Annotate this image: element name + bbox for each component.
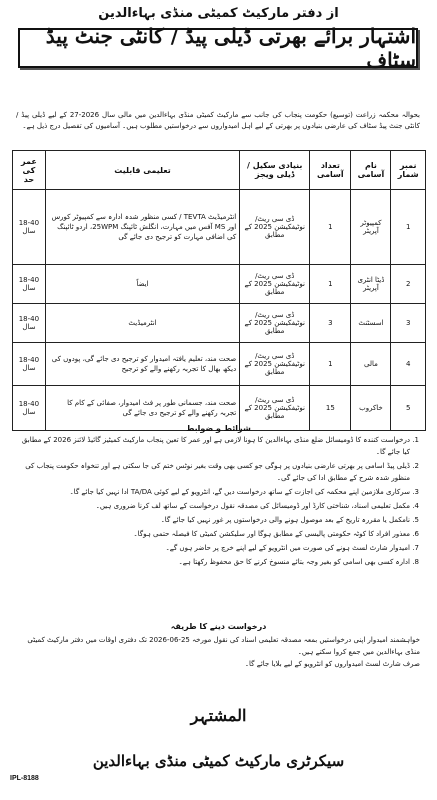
cell-post: اسسٹنٹ [351, 304, 391, 343]
cell-scale: ڈی سی ریٹ/ نوٹیفکیشن 2025 کے مطابق [240, 343, 310, 386]
cell-count: 1 [310, 190, 351, 265]
cell-serial: 1 [391, 190, 426, 265]
table-header-row [13, 151, 426, 190]
term-item: 3. سرکاری ملازمین اپنے محکمہ کی اجازت کے ساتھ درخواست دیں گے، انٹرویو کے لیے کوئی TA/DA ادا نہیں کیا جائے گا۔ [14, 486, 410, 498]
advertiser-label: المشتہر [190, 706, 247, 725]
ipl-number: IPL-8188 [10, 775, 39, 782]
cell-serial: 2 [391, 265, 426, 304]
term-item: 2. ڈیلی پیڈ اسامی پر بھرتی عارضی بنیادوں پر ہوگی جو کسی بھی وقت بغیر نوٹس ختم کی جا سکتی ہے اور تنخواہ حکومت پنجاب کی منظور شدہ شرح کے مطابق ادا کی جائے گی۔ [14, 460, 410, 484]
cell-scale: ڈی سی ریٹ/ نوٹیفکیشن 2025 کے مطابق [240, 386, 310, 431]
cell-qualification: انٹرمیڈیٹ TEVTA / کسی منظور شدہ ادارہ سے کمپیوٹر کورس اور MS آفس میں مہارت، انگلش ٹائپنگ 25WPM، اردو ٹائپنگ کی اضافی مہارت کو ترجیح دی جائے گی [45, 190, 239, 265]
term-item: 6. معذور افراد کا کوٹہ حکومتی پالیسی کے مطابق ہوگا اور سلیکشن کمیٹی کا فیصلہ حتمی ہوگا۔ [14, 528, 410, 540]
col-post: نام آسامی [351, 151, 391, 190]
table-row [13, 343, 426, 386]
col-serial: نمبر شمار [391, 151, 426, 190]
term-item: 4. مکمل تعلیمی اسناد، شناختی کارڈ اور ڈومیسائل کی مصدقہ نقول درخواست کے ساتھ لف کرنا ضروری ہیں۔ [14, 500, 410, 512]
cell-post: ڈیٹا انٹری آپریٹر [351, 265, 391, 304]
cell-serial: 4 [391, 343, 426, 386]
cell-age: 18-40 سال [13, 265, 46, 304]
col-scale: بنیادی سکیل / ڈیلی ویجز [240, 151, 310, 190]
terms-list [14, 434, 424, 570]
cell-count: 15 [310, 386, 351, 431]
signatory: سیکرٹری مارکیٹ کمیٹی منڈی بہاءالدین [92, 752, 345, 770]
cell-post: خاکروب [351, 386, 391, 431]
table-row [13, 304, 426, 343]
table-row [13, 190, 426, 265]
cell-qualification: صحت مند، تعلیم یافتہ امیدوار کو ترجیح دی جائے گی، پودوں کی دیکھ بھال کا تجربہ رکھنے والے کو ترجیح [45, 343, 239, 386]
cell-qualification: ایضاً [45, 265, 239, 304]
cell-scale: ڈی سی ریٹ/ نوٹیفکیشن 2025 کے مطابق [240, 304, 310, 343]
term-item: 8. ادارہ کسی بھی اسامی کو بغیر وجہ بتائے منسوخ کرنے کا حق محفوظ رکھتا ہے۔ [14, 556, 410, 568]
cell-qualification: صحت مند، جسمانی طور پر فٹ امیدوار، صفائی کے کام کا تجربہ رکھنے والے کو ترجیح دی جائے گی [45, 386, 239, 431]
cell-scale: ڈی سی ریٹ/ نوٹیفکیشن 2025 کے مطابق [240, 265, 310, 304]
col-count: تعداد آسامی [310, 151, 351, 190]
application-method-text: خواہشمند امیدوار اپنی درخواستیں بمعہ مصدقہ تعلیمی اسناد کی نقول مورخہ 25-06-2026 تک دفتری اوقات میں دفتر مارکیٹ کمیٹی منڈی بہاءالدین میں جمع کروا سکتے ہیں۔ [27, 636, 420, 656]
term-item: 7. امیدوار شارٹ لسٹ ہونے کی صورت میں انٹرویو کے لیے اپنے خرچ پر حاضر ہوں گے۔ [14, 542, 410, 554]
cell-age: 18-40 سال [13, 343, 46, 386]
terms-heading: شرائط و ضوابط [186, 424, 251, 433]
cell-post: مالی [351, 343, 391, 386]
advertisement-title: اشتہار برائے بھرتی ڈیلی پیڈ / کانٹی جنٹ پیڈ سٹاف [18, 28, 418, 68]
cell-serial: 3 [391, 304, 426, 343]
term-item: 5. نامکمل یا مقررہ تاریخ کے بعد موصول ہونے والی درخواستوں پر غور نہیں کیا جائے گا۔ [14, 514, 410, 526]
table-row [13, 265, 426, 304]
col-age: عمر کی حد [13, 151, 46, 190]
cell-age: 18-40 سال [13, 386, 46, 431]
col-qualification: تعلیمی قابلیت [45, 151, 239, 190]
cell-count: 1 [310, 265, 351, 304]
issuing-office: از دفتر مارکیٹ کمیٹی منڈی بہاءالدین [98, 6, 339, 21]
vacancy-table [12, 150, 426, 431]
cell-age: 18-40 سال [13, 304, 46, 343]
application-method-heading: درخواست دینے کا طریقہ [170, 622, 267, 631]
shortlist-note: صرف شارٹ لسٹ امیدواروں کو انٹرویو کے لیے بلایا جائے گا۔ [244, 660, 420, 668]
term-item: 1. درخواست کنندہ کا ڈومیسائل ضلع منڈی بہاءالدین کا ہونا لازمی ہے اور عمر کا تعین پنجاب مارکیٹ کمیٹیز گائیڈ لائنز 2026 کے مطابق کیا جائے گا۔ [14, 434, 410, 458]
cell-count: 1 [310, 343, 351, 386]
intro-paragraph: بحوالہ محکمہ زراعت (توسیع) حکومت پنجاب کی جانب سے مارکیٹ کمیٹی منڈی بہاءالدین میں مالی سال 2026-27 کے لیے ڈیلی پیڈ / کانٹی جنٹ پیڈ سٹاف کی عارضی بنیادوں پر بھرتی کے لیے اہل امیدواروں سے درخواستیں مطلوب ہیں۔ آسامیوں کی تفصیل درج ذیل ہے۔ [16, 111, 421, 130]
cell-count: 3 [310, 304, 351, 343]
cell-age: 18-40 سال [13, 190, 46, 265]
cell-serial: 5 [391, 386, 426, 431]
cell-scale: ڈی سی ریٹ/ نوٹیفکیشن 2025 کے مطابق [240, 190, 310, 265]
cell-post: کمپیوٹر آپریٹر [351, 190, 391, 265]
cell-qualification: انٹرمیڈیٹ [45, 304, 239, 343]
